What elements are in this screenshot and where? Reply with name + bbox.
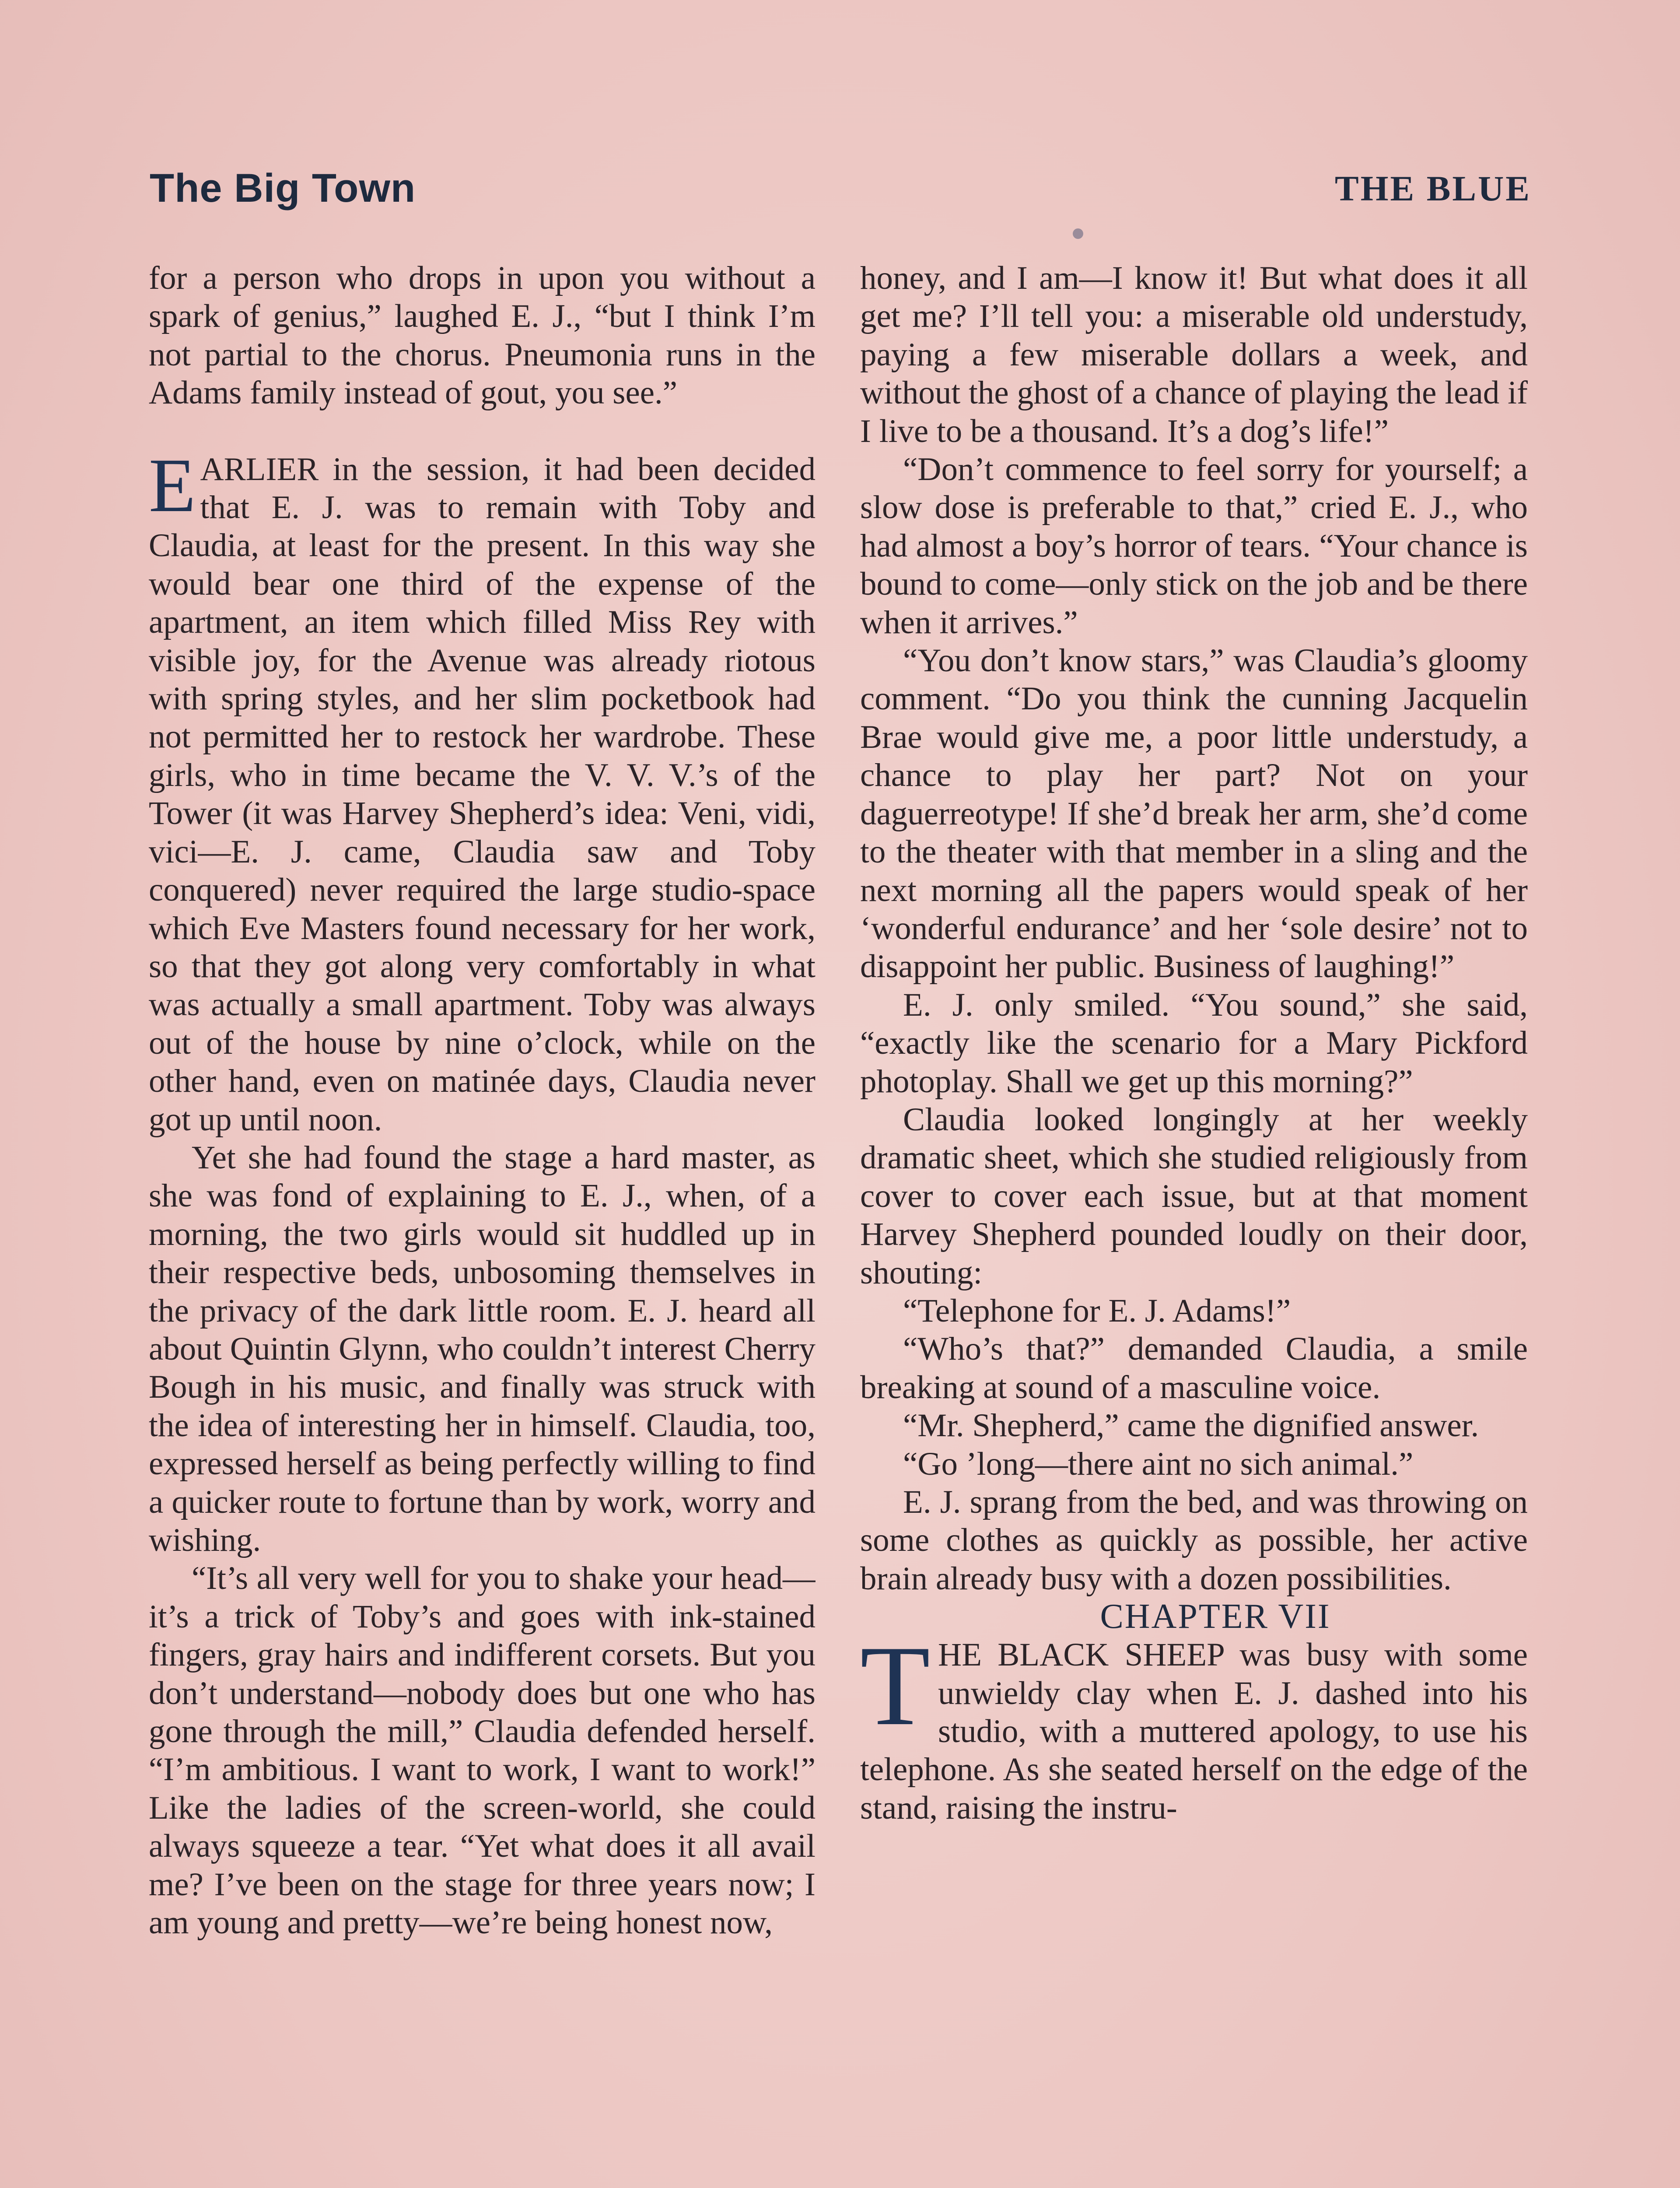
paragraph: “Don’t commence to feel sorry for yourself; a slow dose is preferable to that,” cried E. J., who had almost a boy’s horror of tears. “Your chance is bound to come—only stick on the job and be there when it arrives.” [860,451,1528,641]
drop-cap: T [860,1622,931,1750]
section-paragraph [149,442,816,1139]
paragraph: Yet she had found the stage a hard master, as she was fond of explaining to E. J., when, of a morning, the two girls would sit huddled up in their respective beds, unbosoming themselves in the privacy of the dark little room. E. J. heard all about Quintin Glynn, who couldn’t interest Cherry Bough in his music, and finally was struck with the idea of interesting her in himself. Claudia, too, expressed herself as being perfectly willing to find a quicker route to fortune than by work, worry and wishing. [149,1139,816,1558]
paragraph-text: ARLIER in the session, it had been decided that E. J. was to remain with Toby and Claudia, at least for the present. In this way she would bear one third of the expense of the apartment, an item which filled Miss Rey with visible joy, for the Avenue was already riotous with spring styles, and her slim pocketbook had not permitted her to restock her wardrobe. These girls, who in time became the V. V. V.’s of the Tower (it was Harvey Shepherd’s idea: Veni, vidi, vici—E. J. came, Claudia saw and Toby conquered) never required the large studio-space which Eve Masters found necessary for her work, so that they got along very comfortably in what was actually a small apartment. Toby was always out of the house by nine o’clock, while on the other hand, even on matinée days, Claudia never got up until noon. [149,451,816,1138]
paragraph: “It’s all very well for you to shake your head—it’s a trick of Toby’s and goes with ink-stained fingers, gray hairs and indifferent corsets. But you don’t understand—nobody does but one who has gone through the mill,” Claudia defended herself. “I’m ambitious. I want to work, I want to work!” Like the ladies of the screen-world, she could always squeeze a tear. “Yet what does it all avail me? I’ve been on the stage for three years now; I am young and pretty—we’re being honest now, [149,1560,816,1941]
paragraph: “Go ’long—there aint no sich animal.” [903,1445,1414,1482]
left-column [149,259,816,2188]
paragraph: E. J. sprang from the bed, and was throwing on some clothes as quickly as possible, her active brain already busy with a dozen possibilities. [860,1484,1528,1597]
chapter-heading: CHAPTER VII [1100,1597,1331,1636]
paragraph: for a person who drops in upon you without a spark of genius,” laughed E. J., “but I think I’m not partial to the chorus. Pneumonia runs in the Adams family instead of gout, you see.” [149,260,816,411]
drop-cap: E [149,442,196,528]
paragraph: “Who’s that?” demanded Claudia, a smile breaking at sound of a masculine voice. [860,1331,1528,1406]
print-speck [1073,228,1083,239]
paragraph: “Mr. Shepherd,” came the dignified answer. [903,1407,1479,1444]
paragraph: “Telephone for E. J. Adams!” [903,1292,1291,1329]
paragraph: honey, and I am—I know it! But what does it all get me? I’ll tell you: a miserable old understudy, paying a few miserable dollars a week, and without the ghost of a chance of playing the lead if I live to be a thousand. It’s a dog’s life!” [860,260,1528,449]
right-column [860,259,1528,2188]
running-head-title: The Big Town [150,166,416,210]
paragraph: “You don’t know stars,” was Claudia’s gloomy comment. “Do you think the cunning Jacquelin Brae would give me, a poor little understudy, a chance to play her part? Not on your daguerreotype! If she’d break her arm, she’d come to the theater with that member in a sling and the next morning all the papers would speak of her ‘wonderful endurance’ and her ‘sole desire’ not to disappoint her public. Business of laughing!” [860,642,1528,985]
paragraph: E. J. only smiled. “You sound,” she said, “exactly like the scenario for a Mary Pickford photoplay. Shall we get up this morning?” [860,986,1528,1100]
chapter-opening-paragraph [860,1622,1528,1827]
paragraph-text: HE BLACK SHEEP was busy with some unwieldy clay when E. J. dashed into his studio, with a muttered apology, to use his telephone. As she seated herself on the edge of the stand, raising the instru- [860,1637,1528,1826]
running-head-magazine: THE BLUE [1335,168,1531,208]
paragraph: Claudia looked longingly at her weekly dramatic sheet, which she studied religiously from cover to cover each issue, but at that moment Harvey Shepherd pounded loudly on their door, shouting: [860,1101,1528,1291]
